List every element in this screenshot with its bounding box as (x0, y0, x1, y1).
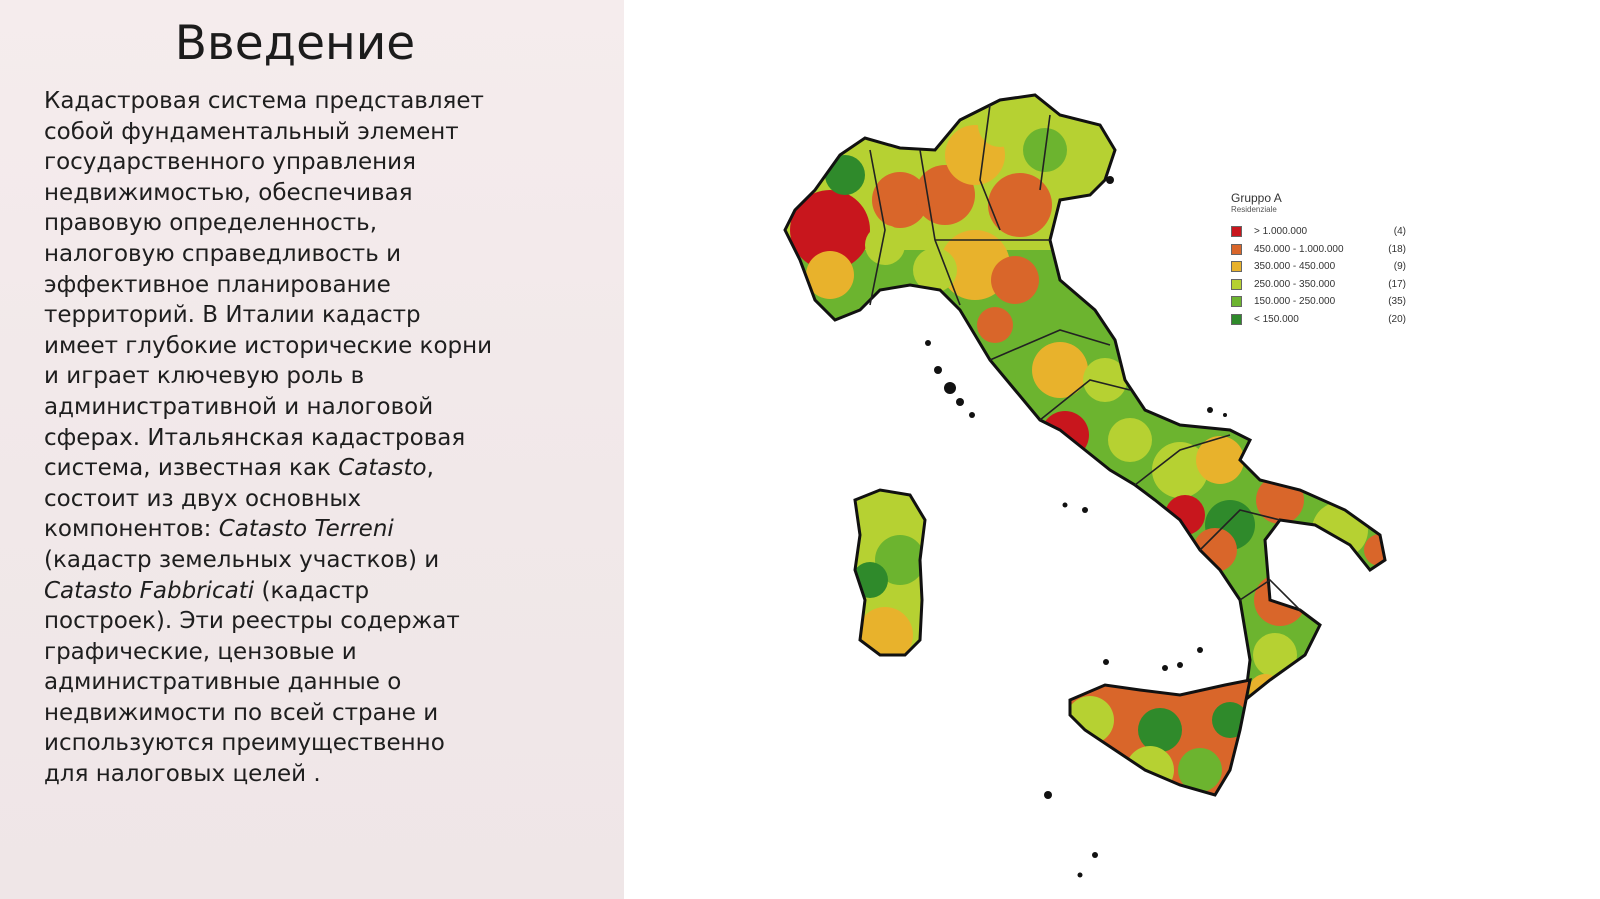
map-legend (1231, 191, 1406, 328)
intro-paragraph (44, 86, 494, 790)
sicily-regions (1060, 675, 1260, 805)
paragraph-run: , состоит из двух основных компонентов: (44, 455, 434, 543)
legend-subtitle: Residenziale (1231, 205, 1277, 214)
legend-range: < 150.000 (1254, 313, 1299, 325)
legend-swatch (1231, 244, 1242, 255)
legend-count: (18) (1388, 243, 1406, 255)
legend-title: Gruppo A (1231, 191, 1282, 205)
legend-range: > 1.000.000 (1254, 226, 1308, 238)
legend-count: (4) (1393, 226, 1406, 238)
legend-range: 350.000 - 450.000 (1254, 261, 1336, 273)
legend-swatch (1231, 226, 1242, 237)
slide-title: Введение (174, 16, 416, 71)
italic-term: Catasto Fabbricati (44, 577, 255, 604)
italic-term: Catasto Terreni (218, 516, 394, 543)
paragraph-run: (кадастр земельных участков) и (44, 546, 440, 573)
legend-item (1231, 276, 1406, 294)
legend-swatch (1231, 314, 1242, 325)
legend-item (1231, 293, 1406, 311)
legend-swatch (1231, 296, 1242, 307)
legend-item (1231, 241, 1406, 259)
legend-range: 150.000 - 250.000 (1254, 296, 1336, 308)
legend-count: (17) (1388, 278, 1406, 290)
italic-term: Catasto (338, 455, 427, 482)
legend-swatch (1231, 261, 1242, 272)
paragraph-run: Кадастровая система представляет собой фундаментальный элемент государственного управления недвижимостью, обеспечивая правовую определенность, налоговую справедливость и эффективное планирование территорий. В Италии кадастр имеет глубокие исторические корни и играет ключевую роль в административной и налоговой сферах. Итальянская кадастровая система, известная как (44, 88, 493, 482)
legend-range: 250.000 - 350.000 (1254, 278, 1336, 290)
paragraph-run: (кадастр построек). Эти реестры содержат графические, цензовые и административные данные о недвижимости по всей стране и используются преимущественно для налоговых целей . (44, 577, 460, 788)
legend-item (1231, 258, 1406, 276)
legend-range: 450.000 - 1.000.000 (1254, 243, 1344, 255)
legend-count: (35) (1388, 296, 1406, 308)
legend-count: (20) (1388, 313, 1406, 325)
legend-swatch (1231, 279, 1242, 290)
legend-item (1231, 311, 1406, 329)
legend-count: (9) (1393, 261, 1406, 273)
legend-item (1231, 223, 1406, 241)
